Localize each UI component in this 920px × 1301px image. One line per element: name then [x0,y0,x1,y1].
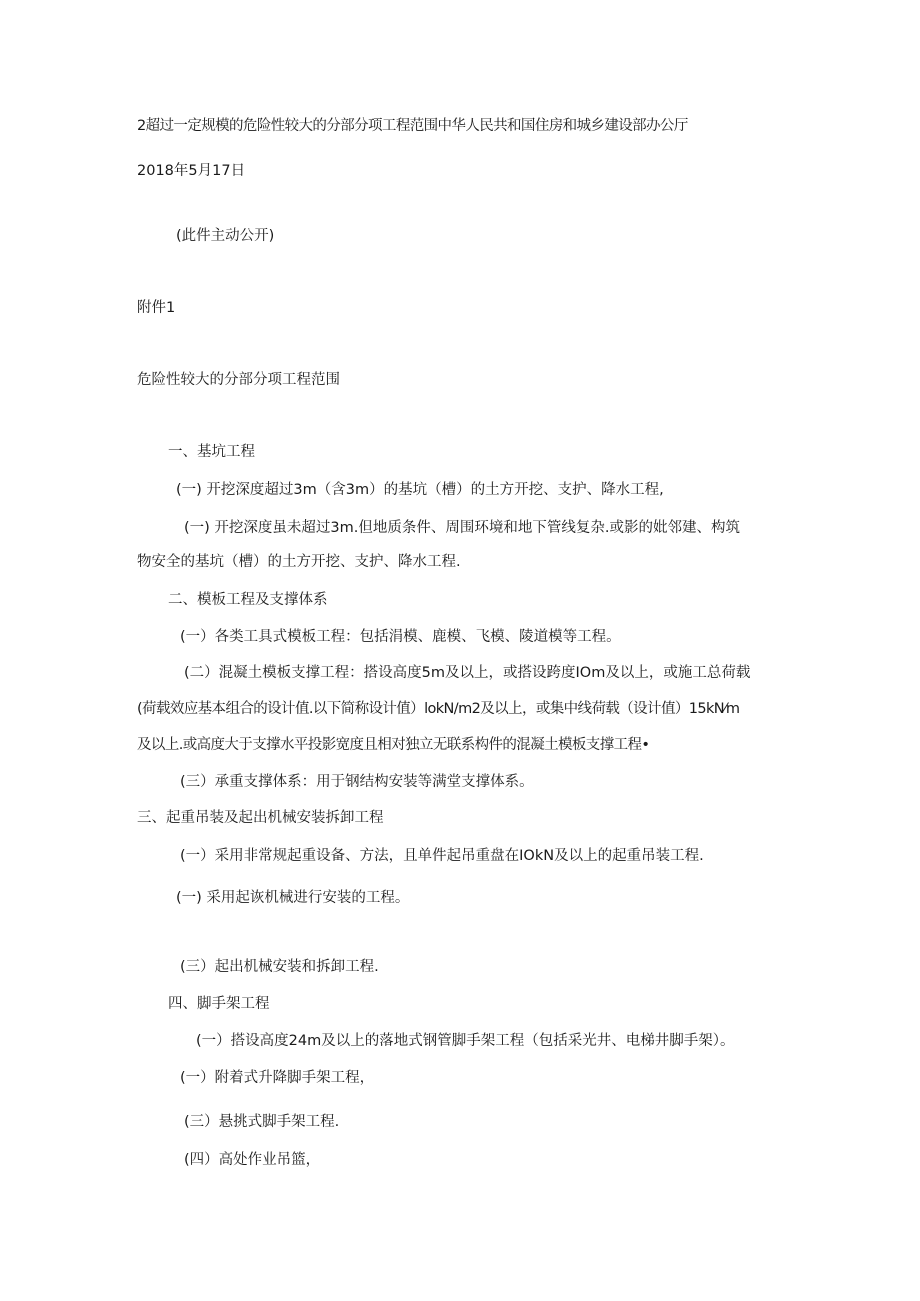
paragraph-line: (一）附着式升降脚手架工程， [180,1070,375,1086]
paragraph-line: (一) 开挖深度虽未超过3m.但地质条件、周围环境和地下管线复杂.或影的妣邻建、构筑 [184,520,740,536]
section-heading: 一、基坑工程 [168,444,255,460]
issue-date: 2018年5月17日 [137,163,246,179]
public-note: (此件主动公开) [176,228,275,244]
paragraph-line: (三）起出机械安装和拆卸工程. [180,959,379,975]
paragraph-line: (三）承重支撑体系：用于钢结构安装等满堂支撑体系。 [180,774,534,790]
paragraph-line: (一）搭设高度24m及以上的落地式钢管脚手架工程（包括采光井、电梯井脚手架）。 [196,1033,735,1049]
attachment-label: 附件1 [137,300,176,316]
paragraph-line: (四）高处作业吊篮， [184,1152,321,1168]
paragraph-line: (一) 开挖深度超过3m（含3m）的基坑（槽）的土方开挖、支护、降水工程, [176,482,664,498]
document-title: 危险性较大的分部分项工程范围 [137,372,340,388]
paragraph-line: 及以上.或高度大于支撑水平投影宽度且相对独立无联系构件的混凝土模板支撑工程• [137,737,650,753]
header-line: 2超过一定规模的危险性较大的分部分项工程范围中华人民共和国住房和城乡建设部办公厅 [137,118,688,134]
paragraph-line: (一）采用非常规起重设备、方法，且单件起吊重盘在IOkN及以上的起重吊装工程. [180,848,704,864]
paragraph-line: 物安全的基坑（槽）的土方开挖、支护、降水工程. [137,554,461,570]
paragraph-line: (三）悬挑式脚手架工程. [184,1114,340,1130]
paragraph-line: (一) 采用起诙机械进行安装的工程。 [176,890,410,906]
section-heading: 三、起重吊装及起出机械安装拆卸工程 [137,810,384,826]
section-heading: 二、模板工程及支撑体系 [168,592,328,608]
paragraph-line: (一）各类工具式模板工程：包括涓模、鹿模、飞模、陵道模等工程。 [180,629,621,645]
paragraph-line: (二）混凝土模板支撑工程：搭设高度5m及以上，或搭设跨度IOm及以上，或施工总荷载 [184,665,751,681]
paragraph-line: (荷载效应基本组合的设计值.以下简称设计值）lokN/m2及以上，或集中线荷载（设计值）15kN⁄m [137,701,740,717]
section-heading: 四、脚手架工程 [168,996,270,1012]
